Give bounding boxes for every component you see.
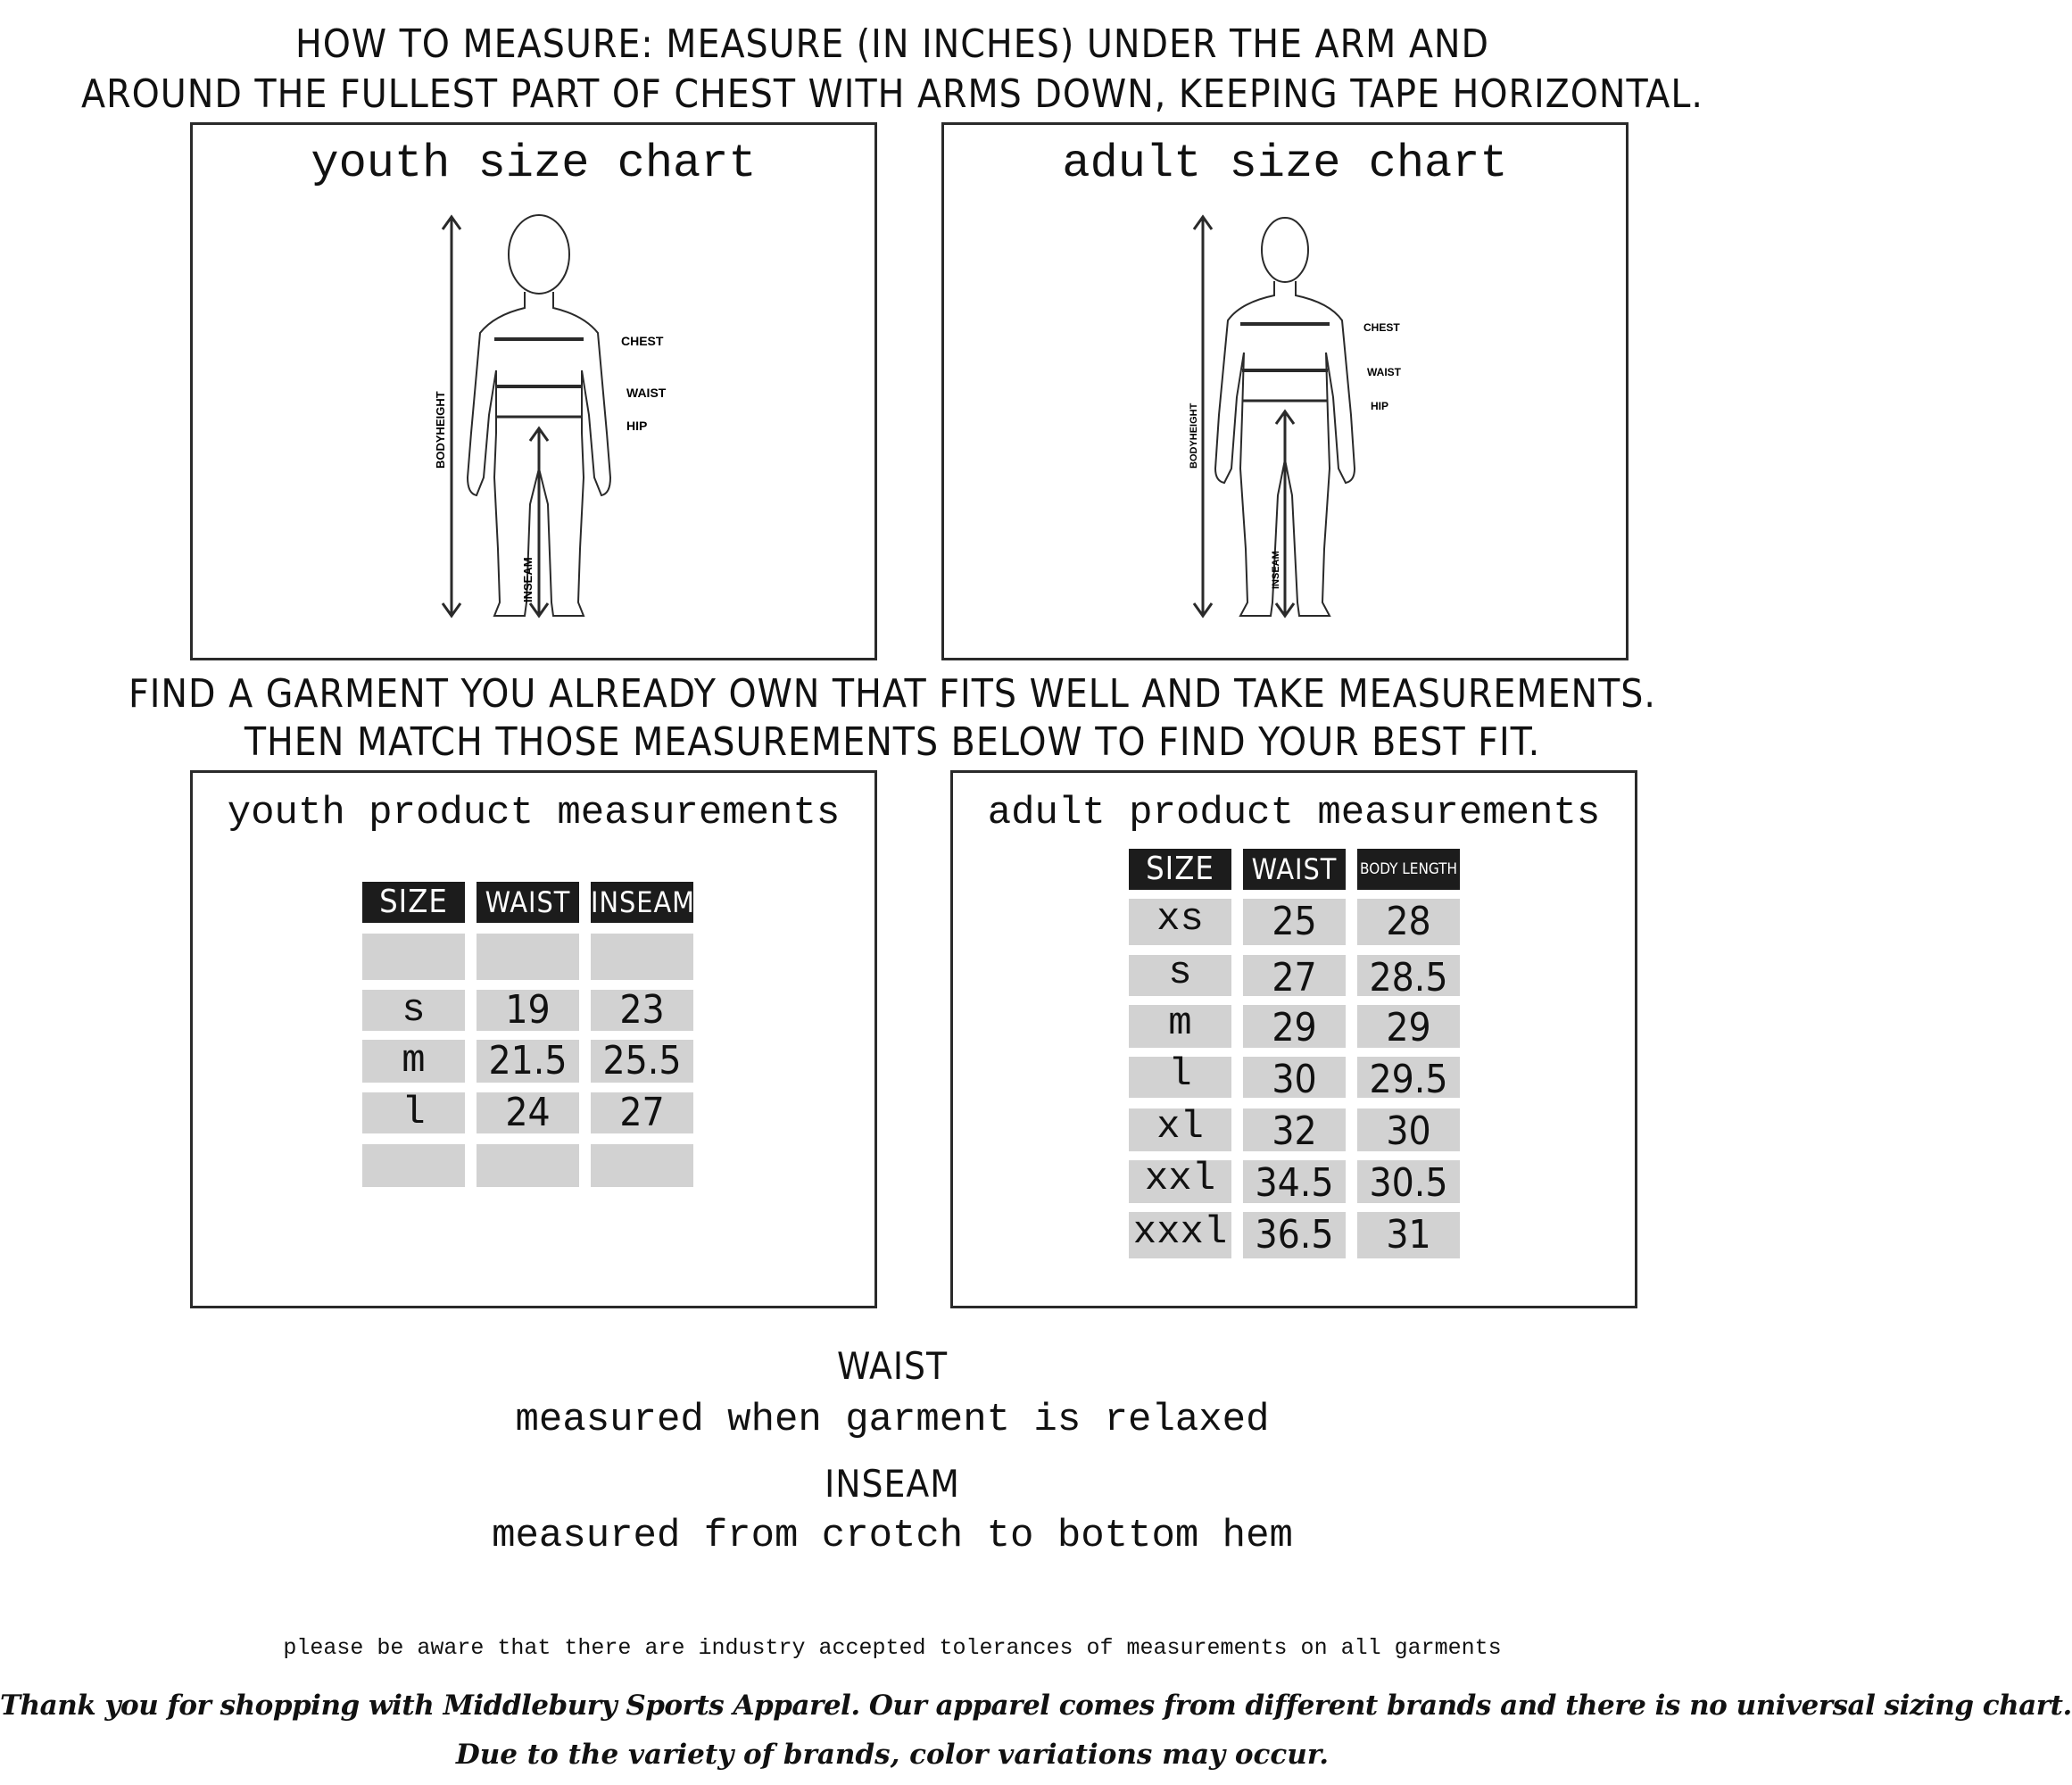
adult-label-inseam: INSEAM: [1271, 551, 1281, 589]
table-row: 36.5: [1243, 1212, 1346, 1258]
adult-body-figure: [1185, 210, 1453, 629]
adult-table: [1129, 849, 1468, 1277]
table-row: xl: [1129, 1108, 1231, 1151]
table-row: 31: [1357, 1212, 1460, 1258]
table-row: 21.5: [477, 1040, 579, 1083]
table-row: [591, 934, 693, 980]
table-row: [477, 1144, 579, 1187]
intro-line-1: HOW TO MEASURE: MEASURE (IN INCHES) UNDER THE ARM AND: [294, 21, 1490, 67]
table-row: xxxl: [1129, 1212, 1231, 1258]
table-row: 19: [477, 990, 579, 1031]
youth-header-waist: WAIST: [477, 882, 579, 923]
table-row: xxl: [1129, 1160, 1231, 1203]
table-row: 29: [1243, 1005, 1346, 1048]
table-row: s: [362, 990, 465, 1031]
table-row: 25.5: [591, 1040, 693, 1083]
table-row: 34.5: [1243, 1160, 1346, 1203]
adult-header-waist: WAIST: [1243, 849, 1346, 890]
table-row: 28.5: [1357, 955, 1460, 996]
adult-size-chart-title: adult size chart: [1062, 137, 1508, 190]
thanks-line-2: Due to the variety of brands, color variations may occur.: [455, 1739, 1330, 1771]
adult-size-chart-panel: [941, 122, 1629, 660]
adult-label-hip: HIP: [1371, 400, 1389, 412]
youth-label-inseam: INSEAM: [521, 557, 535, 602]
youth-product-title: youth product measurements: [227, 791, 841, 835]
thanks-line-1: Thank you for shopping with Middlebury Sports Apparel. Our apparel comes from different brands and there is no universal sizing chart.: [0, 1690, 2072, 1722]
youth-label-bodyheight: BODYHEIGHT: [434, 391, 447, 469]
table-row: [477, 934, 579, 980]
adult-label-chest: CHEST: [1363, 321, 1400, 334]
waist-definition: measured when garment is relaxed: [515, 1398, 1270, 1442]
table-row: 29: [1357, 1005, 1460, 1048]
adult-header-size: SIZE: [1129, 849, 1231, 890]
table-row: 25: [1243, 899, 1346, 945]
table-row: 23: [591, 990, 693, 1031]
table-row: [591, 1144, 693, 1187]
intro-line-2: AROUND THE FULLEST PART OF CHEST WITH ARMS DOWN, KEEPING TAPE HORIZONTAL.: [81, 71, 1703, 117]
table-row: 29.5: [1357, 1057, 1460, 1098]
table-row: [362, 934, 465, 980]
inseam-definition: measured from crotch to bottom hem: [492, 1514, 1293, 1558]
middle-line-1: FIND A GARMENT YOU ALREADY OWN THAT FITS WELL AND TAKE MEASUREMENTS.: [128, 671, 1656, 717]
waist-heading: WAIST: [836, 1344, 949, 1388]
youth-label-hip: HIP: [626, 419, 648, 433]
table-row: 30: [1357, 1108, 1460, 1151]
table-row: s: [1129, 955, 1231, 996]
adult-label-waist: WAIST: [1367, 366, 1401, 378]
inseam-heading: INSEAM: [825, 1462, 960, 1506]
table-row: 27: [591, 1092, 693, 1133]
youth-size-chart-panel: [190, 122, 877, 660]
youth-label-chest: CHEST: [621, 334, 664, 348]
middle-line-2: THEN MATCH THOSE MEASUREMENTS BELOW TO FIND YOUR BEST FIT.: [244, 719, 1541, 765]
adult-header-body-length: BODY LENGTH: [1357, 849, 1460, 890]
youth-header-size: SIZE: [362, 882, 465, 923]
table-row: 28: [1357, 899, 1460, 945]
table-row: 30: [1243, 1057, 1346, 1098]
table-row: 27: [1243, 955, 1346, 996]
adult-product-panel: [950, 770, 1637, 1308]
table-row: l: [362, 1092, 465, 1133]
adult-product-title: adult product measurements: [987, 791, 1601, 835]
youth-header-inseam: INSEAM: [591, 882, 693, 923]
tolerance-note: please be aware that there are industry accepted tolerances of measurements on all garments: [283, 1635, 1502, 1661]
youth-body-figure: [425, 210, 710, 629]
table-row: 30.5: [1357, 1160, 1460, 1203]
adult-label-bodyheight: BODYHEIGHT: [1189, 403, 1199, 469]
youth-size-chart-title: youth size chart: [311, 137, 757, 190]
youth-label-waist: WAIST: [626, 386, 667, 400]
table-row: [362, 1144, 465, 1187]
table-row: 32: [1243, 1108, 1346, 1151]
table-row: m: [1129, 1005, 1231, 1048]
table-row: xs: [1129, 899, 1231, 945]
youth-product-panel: [190, 770, 877, 1308]
table-row: l: [1129, 1057, 1231, 1098]
table-row: 24: [477, 1092, 579, 1133]
youth-table: [362, 882, 701, 1199]
table-row: m: [362, 1040, 465, 1083]
